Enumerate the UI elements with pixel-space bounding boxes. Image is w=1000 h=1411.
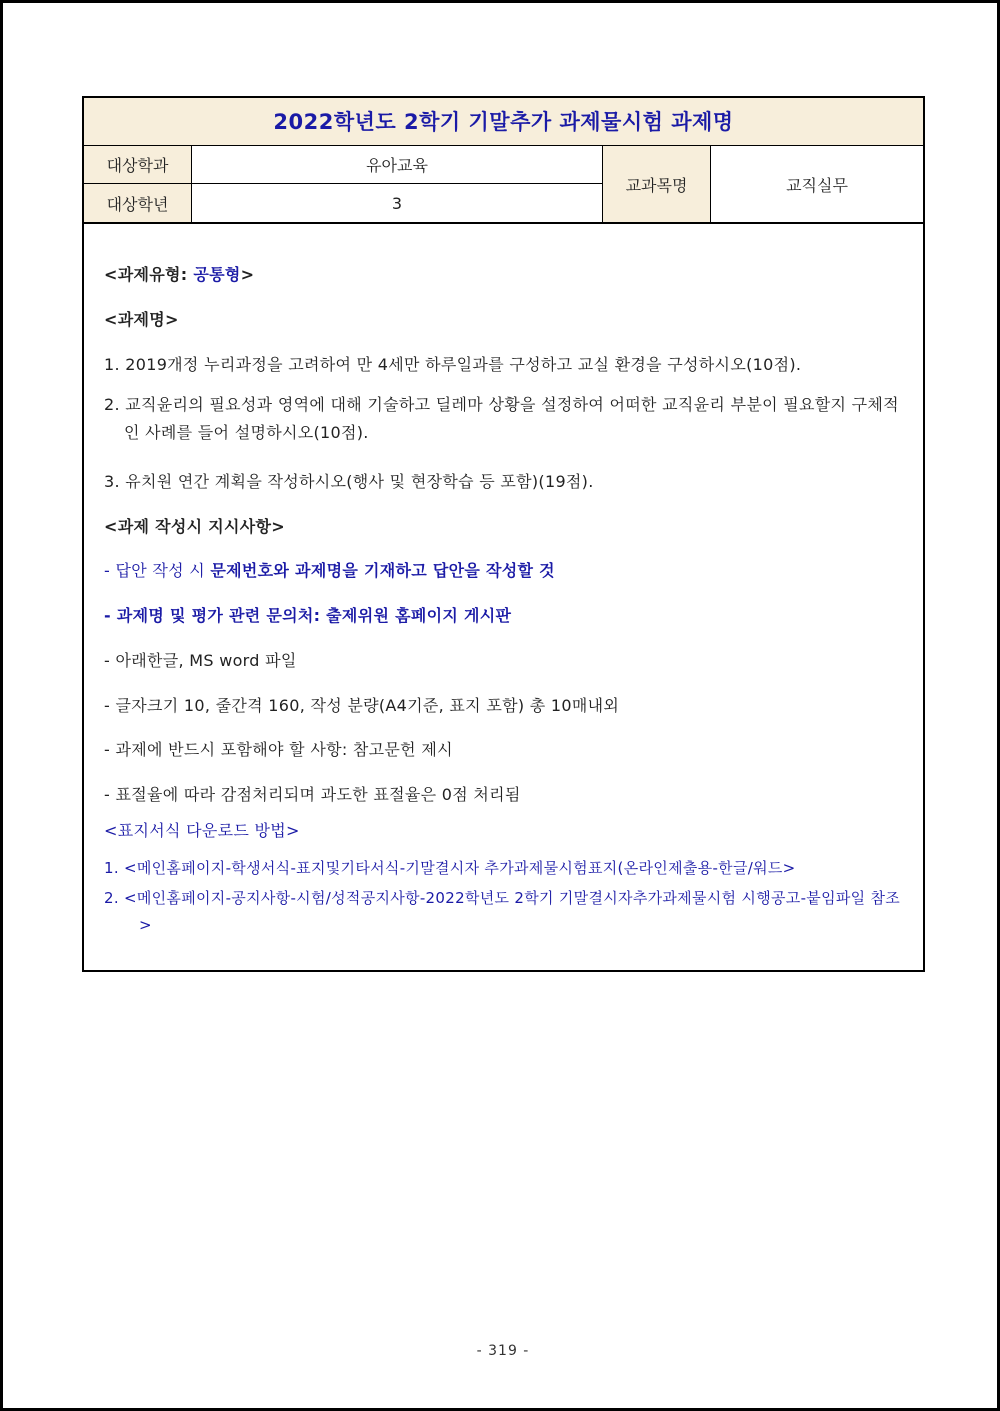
info-table [84, 146, 923, 224]
type-prefix: <과제유형: [104, 265, 194, 284]
subject-label: 교과목명 [603, 146, 711, 222]
assignment-heading: <과제명> [104, 310, 179, 329]
instruction-references: - 과제에 반드시 포함해야 할 사항: 참고문헌 제시 [104, 740, 453, 759]
type-value: 공통형 [193, 265, 241, 284]
download-step-2: 2. <메인홈페이지-공지사항-시험/성적공지사항-2022학년도 2학기 기말결시자추가과제물시험 시행공고-붙임파일 참조> [104, 889, 901, 934]
type-suffix: > [240, 265, 255, 284]
instruction-answer-bold: 문제번호와 과제명을 기재하고 답안을 작성할 것 [210, 561, 555, 580]
dept-value: 유아교육 [192, 146, 603, 184]
instruction-answer-prefix: - 답안 작성 시 [104, 561, 211, 580]
download-heading: <표지서식 다운로드 방법> [104, 821, 300, 840]
assignment-item-2: 2. 교직윤리의 필요성과 영역에 대해 기술하고 딜레마 상황을 설정하여 어떠한 교직윤리 부분이 필요할지 구체적인 사례를 들어 설명하시오(10점). [104, 395, 899, 442]
page-number: - 319 - [476, 1343, 530, 1359]
assignment-sheet [82, 96, 925, 972]
instruction-plagiarism: - 표절율에 따라 감점처리되며 과도한 표절율은 0점 처리됨 [104, 785, 521, 804]
dept-label: 대상학과 [84, 146, 192, 184]
assignment-item-3: 3. 유치원 연간 계획을 작성하시오(행사 및 현장학습 등 포함)(19점). [104, 472, 594, 491]
year-label: 대상학년 [84, 184, 192, 222]
instruction-inquiry: - 과제명 및 평가 관련 문의처: 출제위원 홈페이지 게시판 [104, 606, 512, 625]
download-step-1: 1. <메인홈페이지-학생서식-표지및기타서식-기말결시자 추가과제물시험표지(온라인제출용-한글/워드> [104, 859, 796, 877]
instruction-font-size: - 글자크기 10, 줄간격 160, 작성 분량(A4기준, 표지 포함) 총 10매내외 [104, 696, 620, 715]
instruction-file-format: - 아래한글, MS word 파일 [104, 651, 297, 670]
assignment-item-1: 1. 2019개정 누리과정을 고려하여 만 4세만 하루일과를 구성하고 교실 환경을 구성하시오(10점). [104, 355, 802, 374]
year-value: 3 [192, 184, 603, 222]
instructions-heading: <과제 작성시 지시사항> [104, 517, 285, 536]
instruction-answer [104, 558, 906, 581]
subject-value: 교직실무 [786, 175, 848, 195]
sheet-title: 2022학년도 2학기 기말추가 과제물시험 과제명 [84, 98, 923, 146]
assignment-type-line [104, 262, 906, 285]
